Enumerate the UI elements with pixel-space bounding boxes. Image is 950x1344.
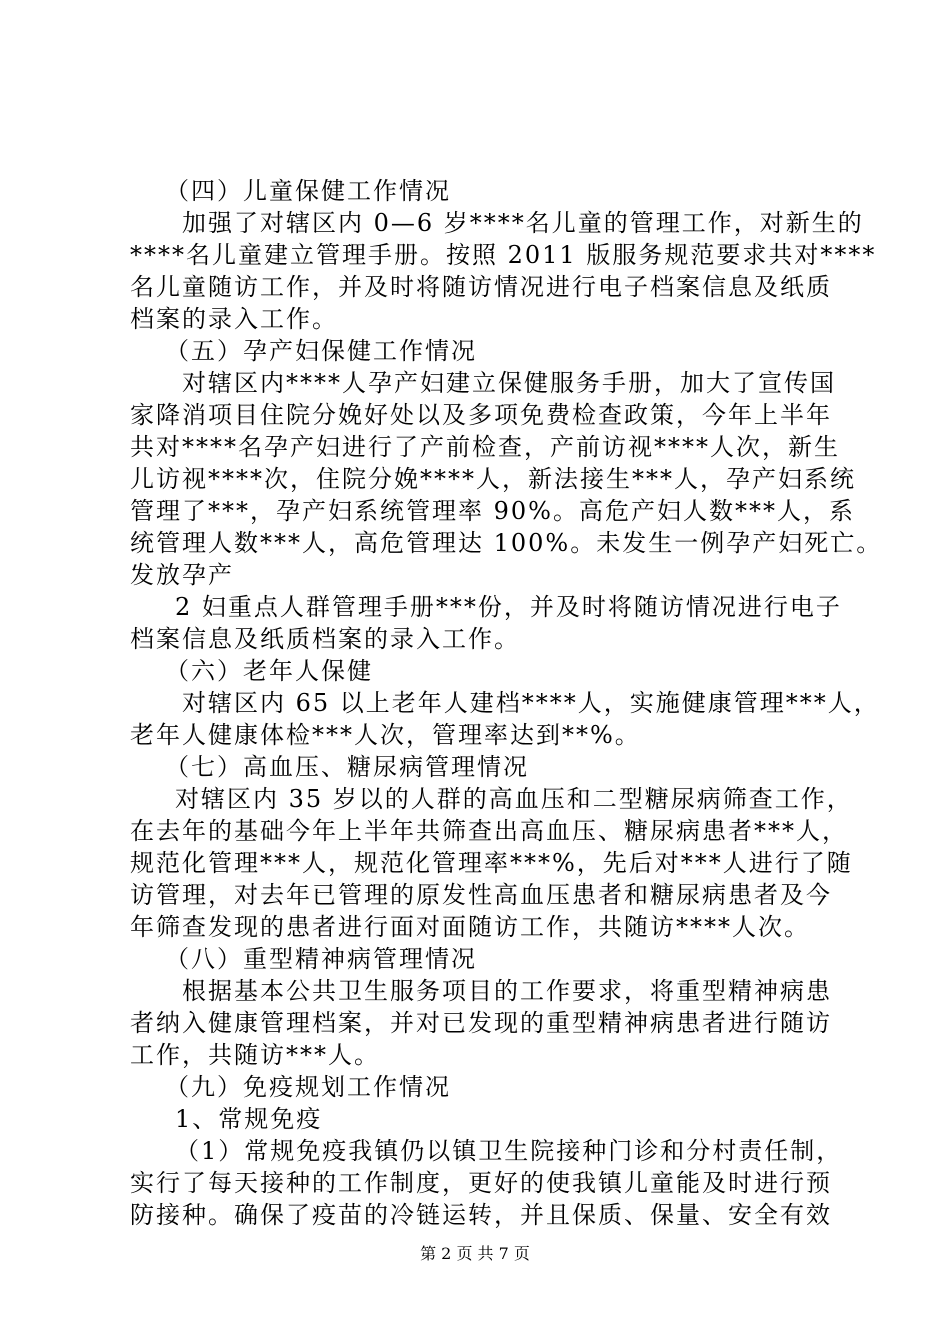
paragraph-line: 儿访视****次，住院分娩****人，新法接生***人，孕产妇系统 [130,465,856,493]
paragraph-line: 对辖区内 65 以上老年人建档****人，实施健康管理***人， [182,689,880,717]
paragraph-line: 对辖区内****人孕产妇建立保健服务手册，加大了宣传国 [182,369,836,397]
paragraph-line: 实行了每天接种的工作制度，更好的使我镇儿童能及时进行预 [130,1169,832,1197]
section-heading-mental-illness: （八）重型精神病管理情况 [165,945,477,973]
paragraph-line: 名儿童随访工作，并及时将随访情况进行电子档案信息及纸质 [130,273,832,301]
paragraph-line: ****名儿童建立管理手册。按照 2011 版服务规范要求共对**** [130,241,877,269]
paragraph-line: 者纳入健康管理档案，并对已发现的重型精神病患者进行随访 [130,1009,832,1037]
paragraph-line: 年筛查发现的患者进行面对面随访工作，共随访****人次。 [130,913,810,941]
paragraph-line: 工作，共随访***人。 [130,1041,380,1069]
paragraph-line: （1）常规免疫我镇仍以镇卫生院接种门诊和分村责任制， [175,1137,843,1165]
paragraph-line: 对辖区内 35 岁以的人群的高血压和二型糖尿病筛查工作， [175,785,853,813]
paragraph-line: 规范化管理***人，规范化管理率***%，先后对***人进行了随 [130,849,853,877]
paragraph-line: 档案信息及纸质档案的录入工作。 [130,625,520,653]
paragraph-line: 加强了对辖区内 0—6 岁****名儿童的管理工作，对新生的 [182,209,864,237]
paragraph-line: 发放孕产 [130,561,234,589]
section-heading-children-health: （四）儿童保健工作情况 [165,177,451,205]
paragraph-line: 共对****名孕产妇进行了产前检查，产前访视****人次，新生 [130,433,840,461]
paragraph-line: 防接种。确保了疫苗的冷链运转，并且保质、保量、安全有效 [130,1201,832,1229]
subsection-heading-routine-immunization: 1、常规免疫 [175,1105,323,1133]
paragraph-line: 根据基本公共卫生服务项目的工作要求，将重型精神病患 [182,977,832,1005]
paragraph-line: 2 妇重点人群管理手册***份，并及时将随访情况进行电子 [175,593,842,621]
section-heading-immunization: （九）免疫规划工作情况 [165,1073,451,1101]
paragraph-line: 访管理，对去年已管理的原发性高血压患者和糖尿病患者及今 [130,881,832,909]
section-heading-maternal-health: （五）孕产妇保健工作情况 [165,337,477,365]
paragraph-line: 档案的录入工作。 [130,305,338,333]
section-heading-hypertension-diabetes: （七）高血压、糖尿病管理情况 [165,753,529,781]
paragraph-line: 老年人健康体检***人次，管理率达到**%。 [130,721,641,749]
paragraph-line: 在去年的基础今年上半年共筛查出高血压、糖尿病患者***人， [130,817,848,845]
paragraph-line: 管理了***，孕产妇系统管理率 90%。高危产妇人数***人，系 [130,497,855,525]
paragraph-line: 统管理人数***人，高危管理达 100%。未发生一例孕产妇死亡。 [130,529,883,557]
paragraph-line: 家降消项目住院分娩好处以及多项免费检查政策，今年上半年 [130,401,832,429]
page-number-footer: 第 2 页 共 7 页 [420,1244,530,1263]
section-heading-elderly-health: （六）老年人保健 [165,657,373,685]
